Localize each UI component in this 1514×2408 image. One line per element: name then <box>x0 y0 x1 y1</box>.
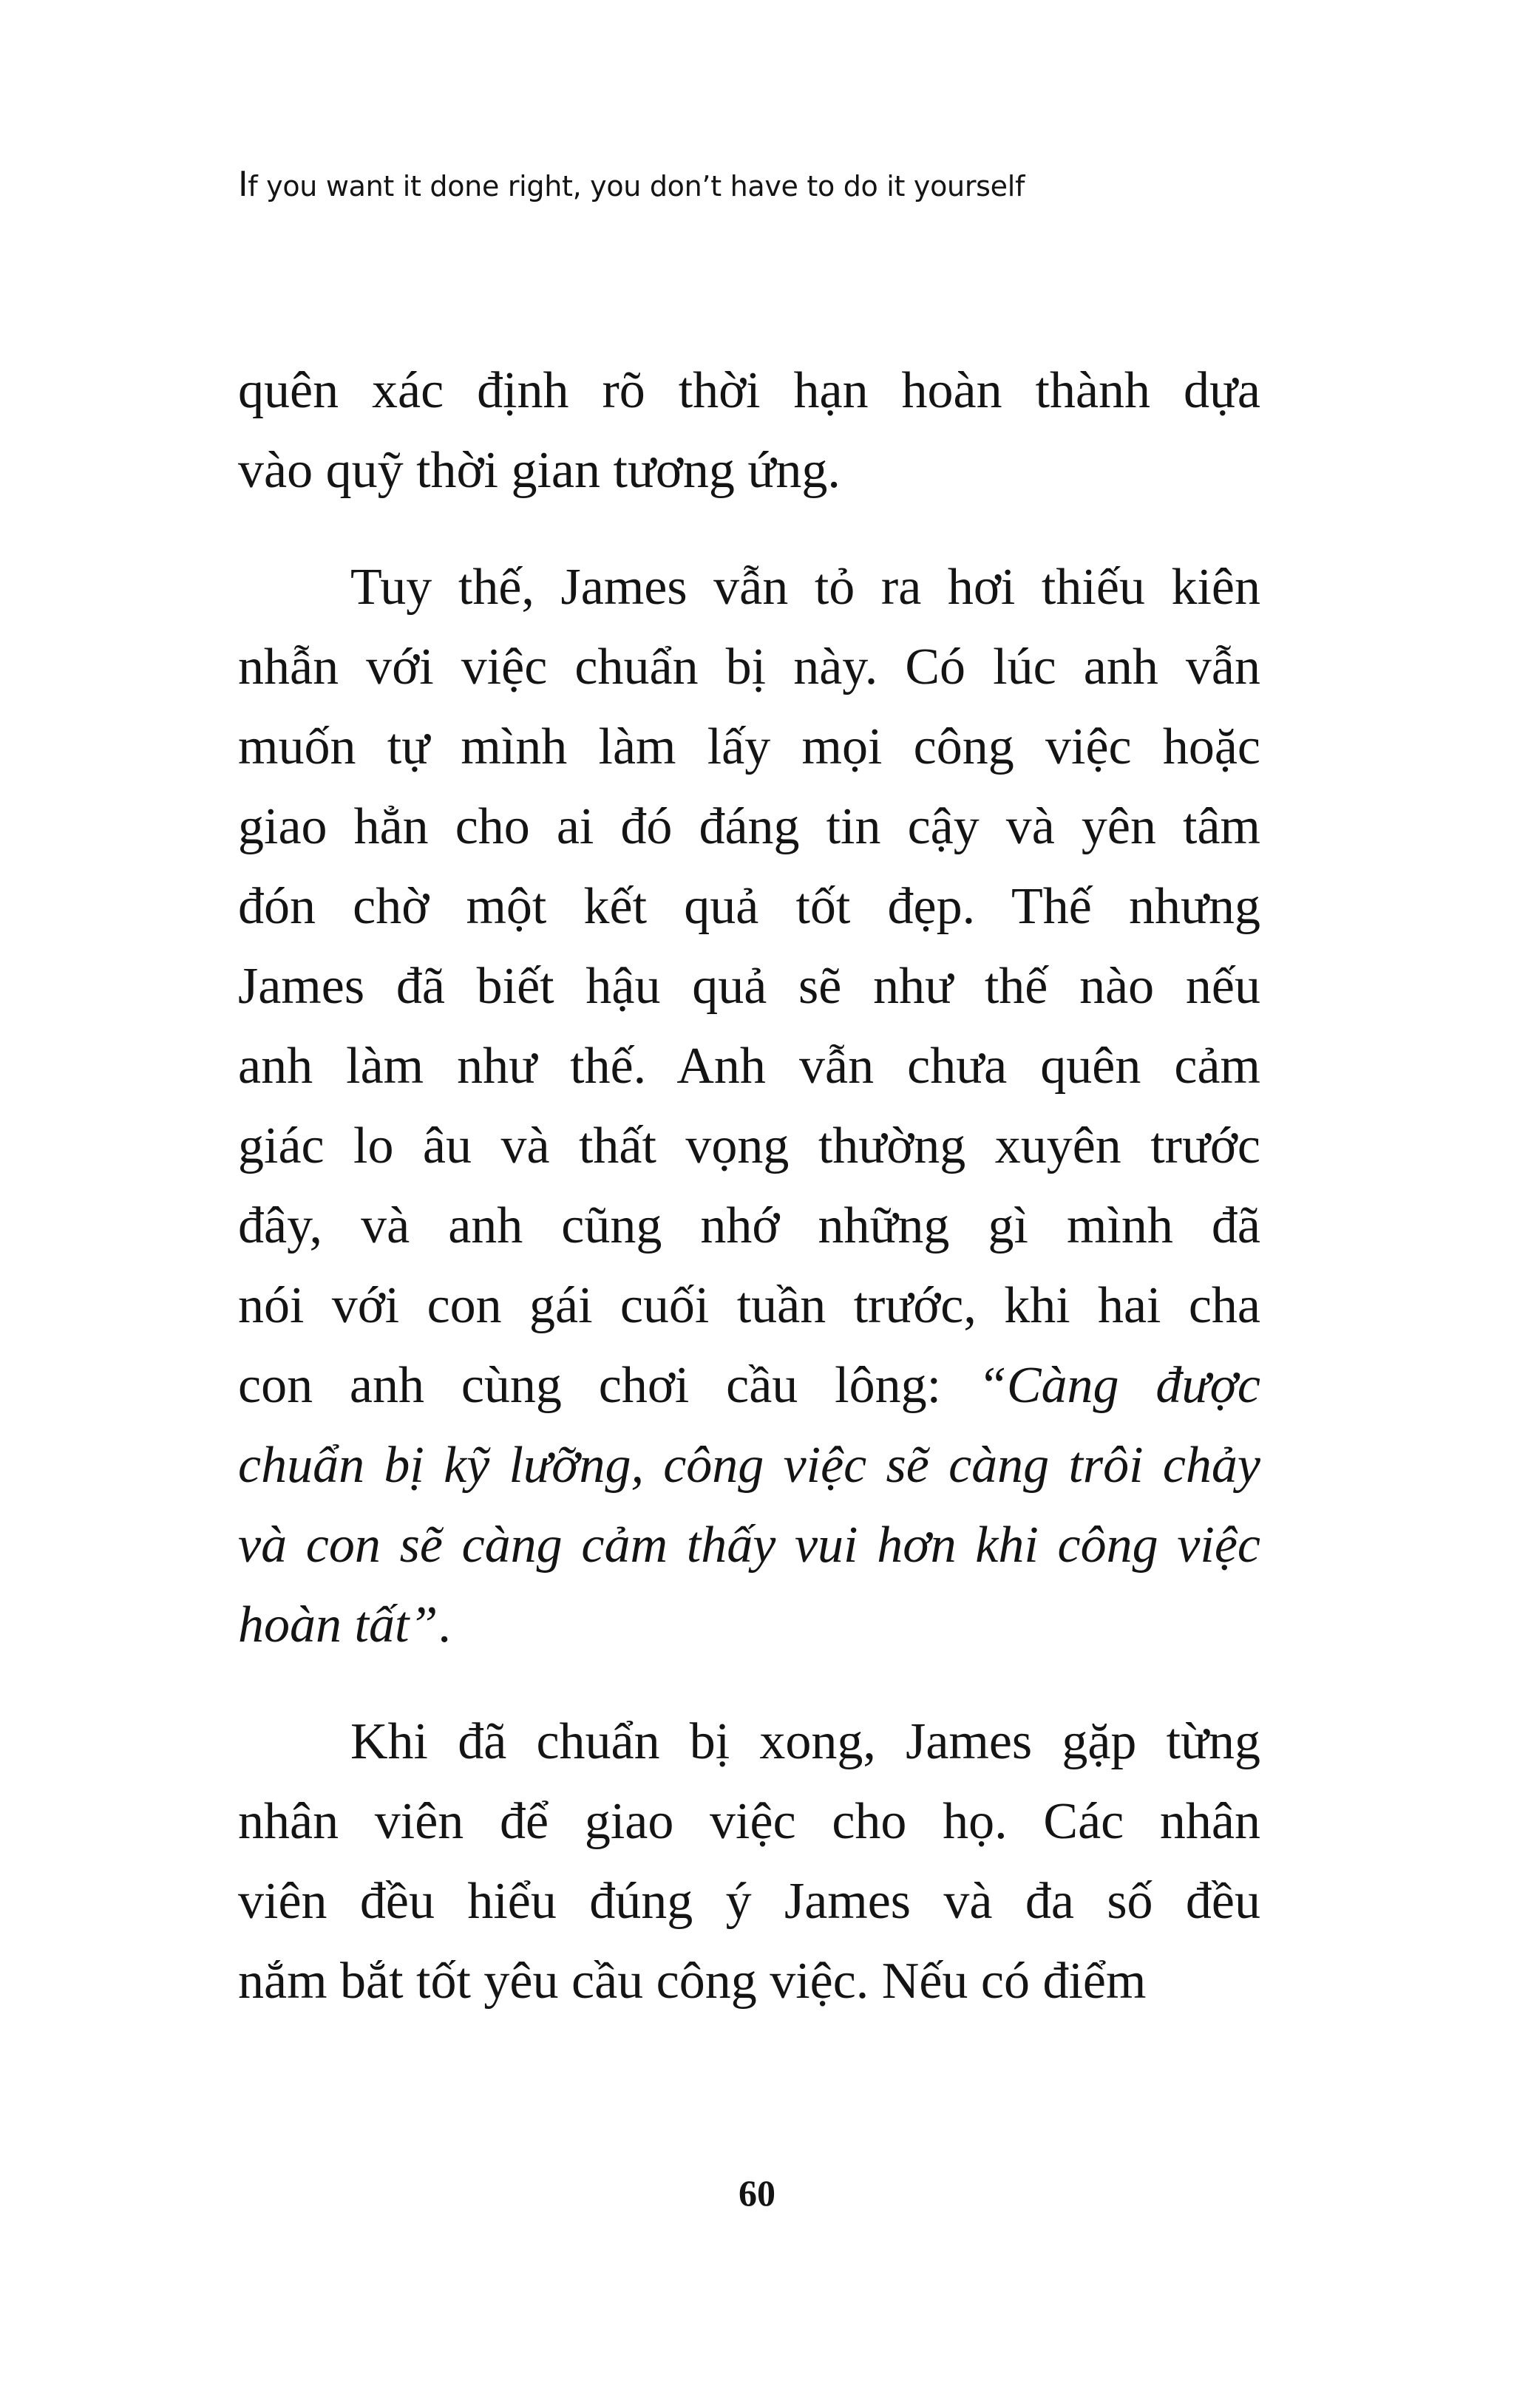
running-header <box>238 164 1025 204</box>
line-text: James đã biết hậu quả sẽ như thế nào nếu <box>238 958 1260 1015</box>
text-line <box>238 867 1260 947</box>
text-line <box>238 627 1260 707</box>
text-line <box>238 1702 1260 1782</box>
line-text: Khi đã chuẩn bị xong, James gặp từng <box>350 1713 1260 1770</box>
text-line <box>238 1106 1260 1186</box>
line-text: nhân viên để giao việc cho họ. Các nhân <box>238 1793 1260 1850</box>
paragraph-james-impatience <box>238 548 1260 1665</box>
text-line <box>238 548 1260 627</box>
line-text: viên đều hiểu đúng ý James và đa số đều <box>238 1873 1260 1930</box>
line-text: giác lo âu và thất vọng thường xuyên trước <box>238 1118 1260 1174</box>
line-text: muốn tự mình làm lấy mọi công việc hoặc <box>238 718 1260 775</box>
quote-text: hoàn tất” <box>238 1596 438 1653</box>
line-text: . <box>438 1596 451 1653</box>
line-text: giao hẳn cho ai đó đáng tin cậy và yên tâm <box>238 798 1260 855</box>
paragraph-continued <box>238 351 1260 511</box>
line-text: nắm bắt tốt yêu cầu công việc. Nếu có điểm <box>238 1953 1147 2010</box>
text-line <box>238 1782 1260 1862</box>
text-line <box>238 787 1260 867</box>
text-line <box>238 1426 1260 1506</box>
paragraph-delegation <box>238 1702 1260 2021</box>
quote-text: chuẩn bị kỹ lưỡng, công việc sẽ càng trôi chảy <box>238 1437 1260 1494</box>
text-line <box>238 707 1260 787</box>
running-header-text: f you want it done right, you don’t have to do it yourself <box>248 170 1025 203</box>
line-text: anh làm như thế. Anh vẫn chưa quên cảm <box>238 1038 1260 1095</box>
page-number: 60 <box>739 2172 775 2214</box>
body-text <box>238 351 1260 2021</box>
line-text: vào quỹ thời gian tương ứng. <box>238 442 841 499</box>
text-line <box>238 1585 1260 1665</box>
quote-text: “Càng được <box>977 1357 1261 1414</box>
line-text: nói với con gái cuối tuần trước, khi hai cha <box>238 1277 1260 1334</box>
text-line <box>238 1346 1260 1426</box>
text-line <box>238 1862 1260 1942</box>
text-line <box>238 431 1260 511</box>
text-line <box>238 1266 1260 1346</box>
text-line <box>238 1506 1260 1585</box>
line-text: đây, và anh cũng nhớ những gì mình đã <box>238 1197 1260 1254</box>
line-text: nhẫn với việc chuẩn bị này. Có lúc anh vẫn <box>238 639 1260 695</box>
line-text: Tuy thế, James vẫn tỏ ra hơi thiếu kiên <box>350 559 1260 616</box>
text-line <box>238 1186 1260 1266</box>
line-text: con anh cùng chơi cầu lông: <box>238 1357 978 1414</box>
text-line <box>238 1942 1260 2021</box>
line-text: đón chờ một kết quả tốt đẹp. Thế nhưng <box>238 878 1260 935</box>
text-line <box>238 947 1260 1027</box>
line-text: quên xác định rõ thời hạn hoàn thành dựa <box>238 362 1260 419</box>
text-line <box>238 351 1260 431</box>
text-line <box>238 1027 1260 1106</box>
quote-text: và con sẽ càng cảm thấy vui hơn khi công việc <box>238 1517 1260 1574</box>
running-header-initial: I <box>238 164 248 204</box>
